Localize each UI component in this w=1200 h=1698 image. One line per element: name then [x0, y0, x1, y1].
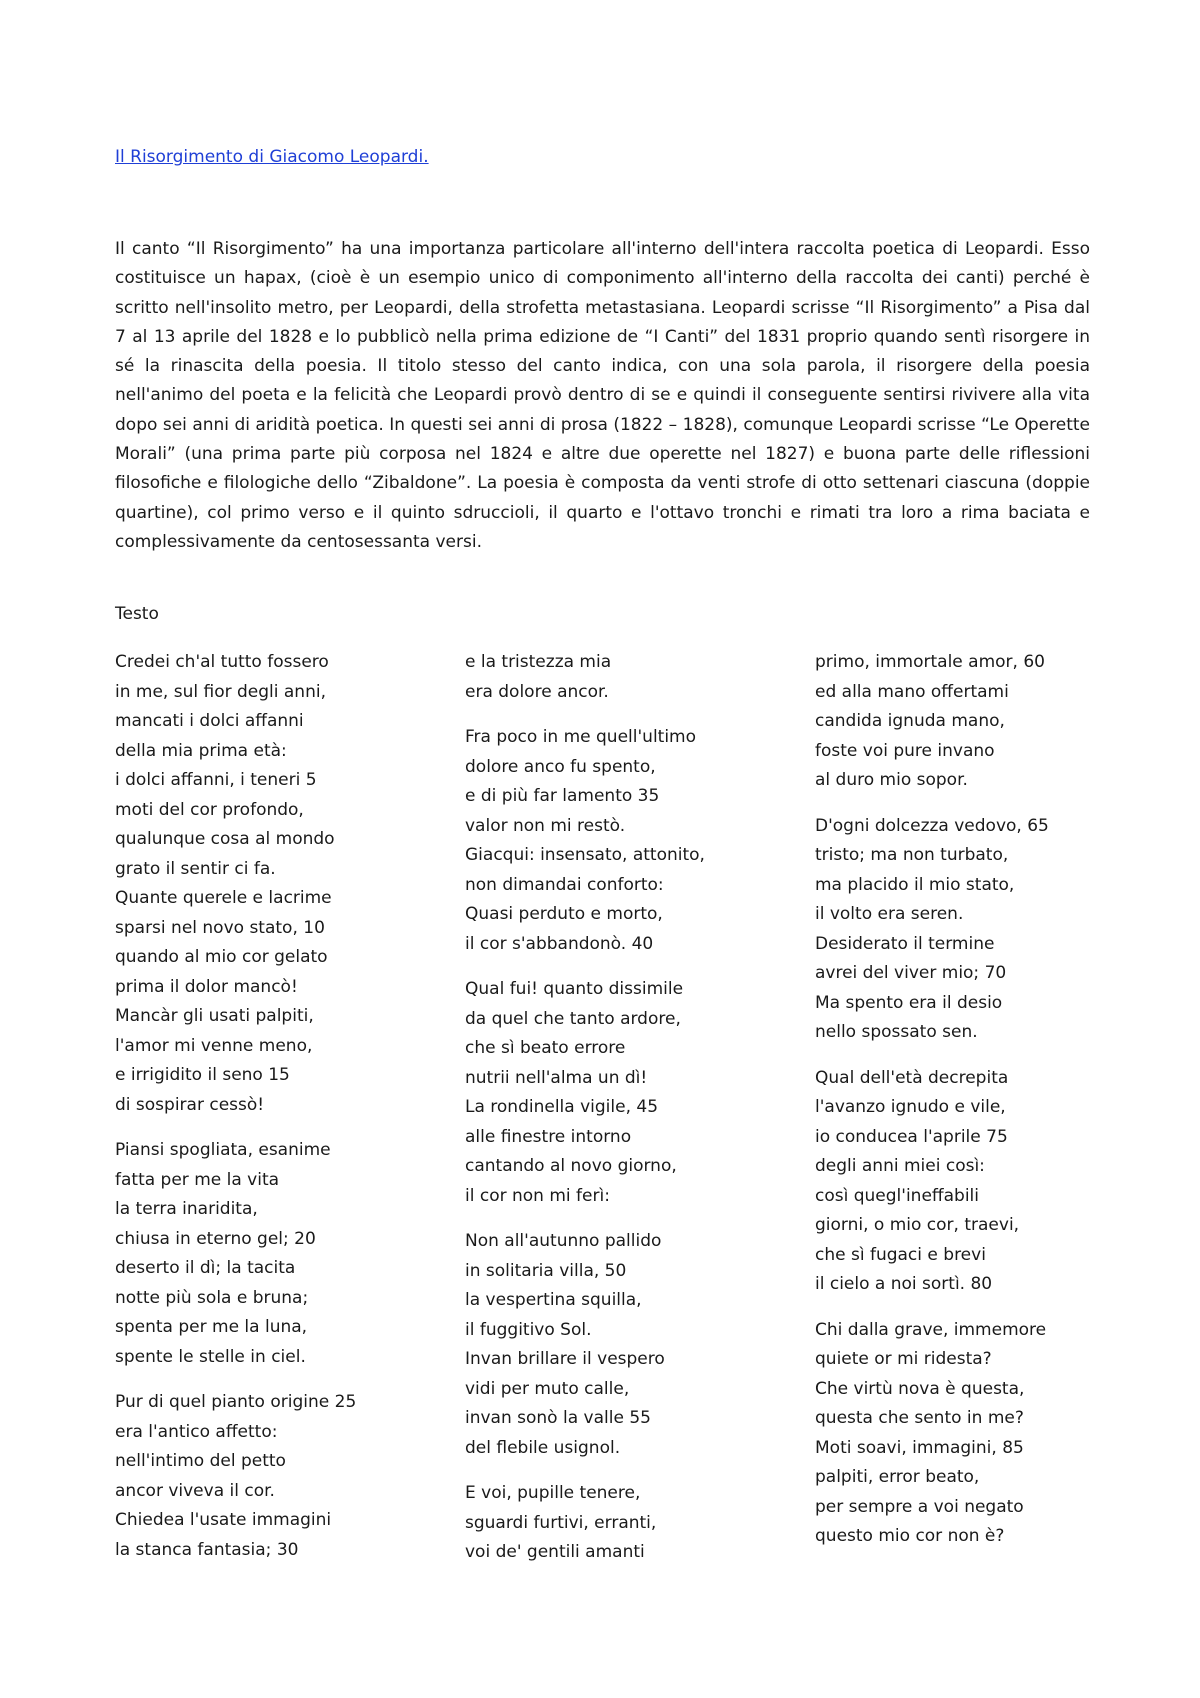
poem-line: in solitaria villa, 50 — [465, 1260, 627, 1281]
poem-line: cantando al novo giorno, — [465, 1156, 677, 1176]
intro-paragraph — [115, 235, 1090, 557]
poem-stanza — [465, 1227, 785, 1463]
intro-line: con una sola parola, il risorgere della poesia nell'animo del poeta e la felicità che Leopardi provò dentro di — [115, 356, 1090, 406]
poem-line: del flebile usignol. — [465, 1437, 621, 1458]
poem-line: Piansi spogliata, esanime — [115, 1140, 331, 1160]
poem-line: giorni, o mio cor, traevi, — [815, 1215, 1020, 1235]
poem-stanza — [815, 1316, 1135, 1552]
poem-line: e di più far lamento 35 — [465, 786, 660, 806]
poem-line: Chi dalla grave, immemore — [815, 1319, 1047, 1340]
poem-stanza — [115, 648, 435, 1120]
poem-line: da quel che tanto ardore, — [465, 1008, 681, 1029]
poem-line: palpiti, error beato, — [815, 1467, 980, 1487]
poem-line: Quasi perduto e morto, — [465, 904, 663, 924]
poem-line: la terra inaridita, — [115, 1199, 258, 1219]
poem-line: E voi, pupille tenere, — [465, 1483, 641, 1503]
poem-line: Qual fui! quanto dissimile — [465, 979, 684, 999]
poem-line: vidi per muto calle, — [465, 1378, 630, 1399]
poem-line: spenta per me la luna, — [115, 1317, 308, 1337]
poem-line: non dimandai conforto: — [465, 874, 664, 895]
poem-line: sparsi nel novo stato, 10 — [115, 917, 325, 938]
poem-line: e irrigidito il seno 15 — [115, 1065, 290, 1085]
poem-line: voi de' gentili amanti — [465, 1542, 645, 1562]
poem-line: Non all'autunno pallido — [465, 1231, 662, 1251]
poem-line: Mancàr gli usati palpiti, — [115, 1006, 314, 1026]
poem-line: Desiderato il termine — [815, 933, 995, 954]
poem-line: dolore anco fu spento, — [465, 756, 656, 777]
poem-line: ma placido il mio stato, — [815, 874, 1015, 895]
poem-line: Pur di quel pianto origine 25 — [115, 1392, 357, 1412]
intro-line: primo verso e il quinto sdruccioli, il quarto e l'ottavo tronchi e rimati tra loro a rima baciata e — [240, 502, 1090, 523]
document-title-link[interactable]: Il Risorgimento di Giacomo Leopardi. — [115, 147, 429, 167]
poem-line: della mia prima età: — [115, 740, 287, 761]
poem-line: sguardi furtivi, erranti, — [465, 1512, 657, 1533]
poem-line: i dolci affanni, i teneri 5 — [115, 770, 317, 790]
intro-line: se e quindi il conseguente sentirsi rivivere alla vita dopo sei anni di aridità poetica. — [115, 385, 1090, 435]
poem-column-1 — [115, 648, 435, 1581]
poem-line: La rondinella vigile, 45 — [465, 1097, 659, 1117]
poem-stanza — [115, 1388, 435, 1565]
poem-line: tristo; ma non turbato, — [815, 845, 1009, 865]
poem-line: Chiedea l'usate immagini — [115, 1510, 332, 1530]
intro-line: complessivamente da centosessanta versi. — [115, 531, 482, 552]
poem-line: così quegl'ineffabili — [815, 1185, 979, 1206]
intro-line: più corposa nel 1824 e altre due operette nel 1827) e buona parte delle riflessioni filosofiche e filologiche — [115, 444, 1091, 494]
intro-line: In questi sei anni di prosa (1822 – 1828), comunque Leopardi scrisse “Le Operette Morali” (una prima parte — [115, 414, 1090, 465]
intro-line: perché è scritto nell'insolito metro, per Leopardi, della strofetta metastasiana. — [115, 268, 1091, 318]
poem-line: Fra poco in me quell'ultimo — [465, 727, 697, 747]
poem-line: grato il sentir ci fa. — [115, 858, 276, 879]
poem-line: per sempre a voi negato — [815, 1496, 1024, 1517]
poem-line: Invan brillare il vespero — [465, 1349, 665, 1369]
poem-line: moti del cor profondo, — [115, 799, 304, 820]
poem-line: Credei ch'al tutto fossero — [115, 652, 329, 672]
poem-line: che sì beato errore — [465, 1038, 626, 1058]
poem-line: foste voi pure invano — [815, 740, 995, 761]
poem-line: fatta per me la vita — [115, 1169, 280, 1190]
poem-line: e la tristezza mia — [465, 652, 612, 672]
poem-stanza — [115, 1136, 435, 1372]
poem-line: ed alla mano offertami — [815, 681, 1009, 702]
poem-line: questo mio cor non è? — [815, 1526, 1005, 1546]
poem-line: mancati i dolci affanni — [115, 711, 304, 731]
poem-line: spente le stelle in ciel. — [115, 1346, 306, 1367]
poem-line: l'avanzo ignudo e vile, — [815, 1097, 1006, 1117]
poem-line: quando al mio cor gelato — [115, 947, 328, 967]
intro-line: Esso costituisce un hapax, (cioè è un esempio unico di componimento all'interno della raccolta dei canti) — [115, 239, 1090, 289]
poem-line: Giacqui: insensato, attonito, — [465, 845, 705, 865]
poem-line: in me, sul fior degli anni, — [115, 681, 326, 702]
poem-line: Qual dell'età decrepita — [815, 1067, 1009, 1088]
poem-line: chiusa in eterno gel; 20 — [115, 1228, 316, 1249]
poem-line: il cielo a noi sortì. 80 — [815, 1274, 993, 1294]
poem-line: candida ignuda mano, — [815, 711, 1005, 731]
poem-stanza — [815, 648, 1135, 796]
poem-line: il fuggitivo Sol. — [465, 1319, 592, 1340]
poem-line: primo, immortale amor, 60 — [815, 652, 1045, 672]
poem-line: il volto era seren. — [815, 904, 964, 924]
poem-line: Quante querele e lacrime — [115, 888, 332, 908]
intro-line: dello “Zibaldone”. La poesia è composta da venti strofe di otto settenari ciascuna (doppie quartine), col — [115, 473, 1090, 523]
poem-line: prima il dolor mancò! — [115, 976, 298, 997]
poem-line: era dolore ancor. — [465, 681, 609, 702]
poem-line: nutrii nell'alma un dì! — [465, 1067, 648, 1088]
testo-heading: Testo — [115, 604, 159, 624]
poem-line: il cor non mi ferì: — [465, 1185, 610, 1206]
poem-line: al duro mio sopor. — [815, 770, 968, 790]
poem-stanza — [465, 975, 785, 1211]
poem-line: Moti soavi, immagini, 85 — [815, 1437, 1024, 1458]
intro-line: Canti” del 1831 proprio quando sentì risorgere in sé la rinascita della poesia. Il titolo stesso del canto indica, — [115, 326, 1090, 377]
poem-line: notte più sola e bruna; — [115, 1287, 309, 1308]
poem-line: era l'antico affetto: — [115, 1421, 278, 1442]
poem-column-3 — [815, 648, 1135, 1568]
poem-line: l'amor mi venne meno, — [115, 1035, 313, 1056]
poem-line: ancor viveva il cor. — [115, 1480, 275, 1501]
poem-line: io conducea l'aprile 75 — [815, 1126, 1008, 1147]
poem-line: di sospirar cessò! — [115, 1094, 265, 1115]
poem-line: la stanca fantasia; 30 — [115, 1539, 299, 1560]
poem-line: nello spossato sen. — [815, 1022, 978, 1042]
poem-line: il cor s'abbandonò. 40 — [465, 933, 654, 954]
intro-line: Il canto “Il Risorgimento” ha una importanza particolare all'interno dell'intera raccolta poetica di Leopardi. — [115, 239, 1044, 259]
poem-line: che sì fugaci e brevi — [815, 1244, 986, 1265]
poem-stanza — [815, 1064, 1135, 1300]
poem-line: avrei del viver mio; 70 — [815, 963, 1007, 983]
poem-line: alle finestre intorno — [465, 1126, 632, 1147]
poem-line: questa che sento in me? — [815, 1408, 1024, 1428]
poem-line: D'ogni dolcezza vedovo, 65 — [815, 815, 1049, 836]
poem-stanza — [465, 1479, 785, 1568]
poem-line: invan sonò la valle 55 — [465, 1408, 651, 1428]
poem-stanza — [465, 723, 785, 959]
poem-line: degli anni miei così: — [815, 1156, 985, 1176]
poem-line: nell'intimo del petto — [115, 1451, 286, 1471]
poem-stanza — [465, 648, 785, 707]
poem-line: quiete or mi ridesta? — [815, 1349, 992, 1369]
poem-stanza — [815, 812, 1135, 1048]
poem-line: qualunque cosa al mondo — [115, 829, 335, 849]
poem-line: la vespertina squilla, — [465, 1290, 642, 1310]
poem-line: Che virtù nova è questa, — [815, 1378, 1025, 1399]
poem-column-2 — [465, 648, 785, 1584]
poem-line: deserto il dì; la tacita — [115, 1258, 296, 1278]
poem-line: valor non mi restò. — [465, 815, 626, 836]
intro-line: Leopardi scrisse “Il Risorgimento” a Pisa dal 7 al 13 aprile del 1828 e lo pubblicò nella prima edizione de “I — [115, 297, 1090, 347]
poem-line: Ma spento era il desio — [815, 992, 1003, 1013]
